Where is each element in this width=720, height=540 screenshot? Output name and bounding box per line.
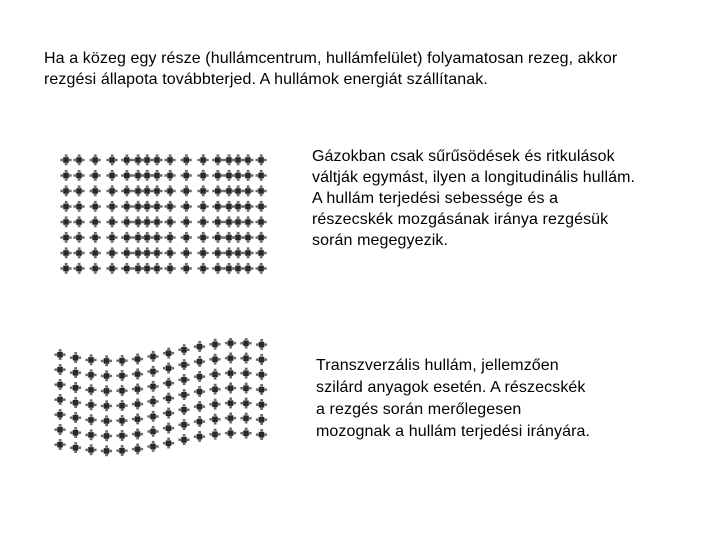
pattern-cell [147, 441, 158, 452]
pattern-cell [255, 247, 266, 258]
pattern-cell [147, 351, 158, 362]
pattern-cell [212, 170, 223, 181]
pattern-cell [101, 355, 112, 366]
pattern-cell [54, 394, 65, 405]
pattern-cell [85, 429, 96, 440]
pattern-cell [151, 201, 162, 212]
pattern-cell [132, 429, 143, 440]
pattern-cell [90, 232, 101, 243]
transverse-wave-pattern-icon [50, 338, 280, 468]
pattern-cell [90, 216, 101, 227]
pattern-cell [242, 216, 253, 227]
pattern-cell [54, 424, 65, 435]
pattern-cell [225, 368, 236, 379]
pattern-cell [163, 438, 174, 449]
pattern-cell [151, 185, 162, 196]
pattern-cell [178, 389, 189, 400]
pattern-cell [116, 430, 127, 441]
pattern-cell [198, 185, 209, 196]
pattern-cell [101, 370, 112, 381]
pattern-cell [85, 414, 96, 425]
pattern-cell [198, 216, 209, 227]
pattern-cell [85, 354, 96, 365]
pattern-cell [225, 338, 236, 348]
pattern-cell [178, 404, 189, 415]
pattern-cell [60, 170, 71, 181]
pattern-cell [106, 185, 117, 196]
pattern-cell [181, 170, 192, 181]
pattern-cell [256, 354, 267, 365]
pattern-cell [132, 384, 143, 395]
pattern-cell [209, 429, 220, 440]
pattern-cell [147, 411, 158, 422]
pattern-cell [121, 232, 132, 243]
pattern-cell [198, 154, 209, 165]
pattern-cell [141, 154, 152, 165]
pattern-cell [90, 185, 101, 196]
pattern-cell [240, 368, 251, 379]
pattern-cell [101, 385, 112, 396]
pattern-cell [132, 369, 143, 380]
pattern-cell [60, 154, 71, 165]
pattern-cell [121, 247, 132, 258]
longitudinal-wave-pattern-icon [58, 152, 278, 280]
pattern-cell [132, 399, 143, 410]
pattern-cell [256, 369, 267, 380]
pattern-cell [121, 263, 132, 274]
pattern-cell [242, 232, 253, 243]
pattern-cell [164, 232, 175, 243]
pattern-cell [116, 400, 127, 411]
pattern-cell [255, 201, 266, 212]
pattern-cell [121, 201, 132, 212]
pattern-cell [255, 263, 266, 274]
pattern-cell [181, 247, 192, 258]
pattern-cell [60, 232, 71, 243]
pattern-cell [132, 414, 143, 425]
pattern-cell [90, 201, 101, 212]
pattern-cell [242, 263, 253, 274]
pattern-cell [240, 398, 251, 409]
pattern-cell [121, 216, 132, 227]
pattern-cell [194, 341, 205, 352]
pattern-cell [164, 185, 175, 196]
pattern-cell [73, 154, 84, 165]
pattern-cell [70, 367, 81, 378]
pattern-cell [164, 247, 175, 258]
pattern-cell [70, 382, 81, 393]
pattern-cell [73, 216, 84, 227]
pattern-cell [85, 399, 96, 410]
pattern-cell [121, 185, 132, 196]
pattern-cell [73, 232, 84, 243]
pattern-cell [163, 363, 174, 374]
pattern-cell [106, 263, 117, 274]
pattern-cell [60, 185, 71, 196]
pattern-cell [181, 216, 192, 227]
pattern-cell [225, 398, 236, 409]
pattern-cell [255, 232, 266, 243]
pattern-cell [209, 399, 220, 410]
pattern-cell [121, 170, 132, 181]
pattern-cell [209, 369, 220, 380]
pattern-cell [256, 399, 267, 410]
pattern-cell [194, 356, 205, 367]
pattern-cell [194, 416, 205, 427]
pattern-cell [116, 370, 127, 381]
pattern-cell [240, 338, 251, 349]
pattern-cell [73, 201, 84, 212]
pattern-cell [181, 263, 192, 274]
pattern-cell [212, 216, 223, 227]
pattern-cell [232, 232, 243, 243]
pattern-cell [151, 170, 162, 181]
pattern-cell [232, 185, 243, 196]
pattern-cell [256, 384, 267, 395]
pattern-cell [256, 429, 267, 440]
pattern-cell [212, 201, 223, 212]
pattern-cell [164, 154, 175, 165]
pattern-cell [212, 185, 223, 196]
pattern-cell [212, 232, 223, 243]
pattern-cell [163, 378, 174, 389]
pattern-cell [232, 154, 243, 165]
pattern-cell [101, 415, 112, 426]
pattern-cell [85, 444, 96, 455]
pattern-cell [225, 413, 236, 424]
pattern-cell [151, 247, 162, 258]
pattern-cell [73, 247, 84, 258]
pattern-cell [163, 423, 174, 434]
pattern-cell [164, 201, 175, 212]
pattern-cell [225, 428, 236, 439]
pattern-cell [178, 434, 189, 445]
pattern-cell [101, 400, 112, 411]
pattern-cell [106, 216, 117, 227]
pattern-cell [116, 445, 127, 456]
pattern-cell [212, 154, 223, 165]
pattern-cell [54, 439, 65, 450]
pattern-cell [181, 185, 192, 196]
pattern-cell [178, 359, 189, 370]
pattern-cell [85, 384, 96, 395]
pattern-cell [240, 413, 251, 424]
pattern-cell [141, 216, 152, 227]
pattern-cell [198, 247, 209, 258]
pattern-cell [141, 185, 152, 196]
pattern-cell [73, 170, 84, 181]
pattern-cell [54, 379, 65, 390]
pattern-cell [209, 339, 220, 350]
pattern-cell [164, 263, 175, 274]
pattern-cell [54, 364, 65, 375]
pattern-cell [151, 263, 162, 274]
pattern-cell [151, 154, 162, 165]
pattern-cell [198, 232, 209, 243]
pattern-cell [164, 216, 175, 227]
pattern-cell [256, 414, 267, 425]
pattern-cell [240, 383, 251, 394]
pattern-cell [85, 369, 96, 380]
pattern-cell [255, 185, 266, 196]
pattern-cell [60, 247, 71, 258]
pattern-cell [132, 444, 143, 455]
pattern-cell [194, 371, 205, 382]
pattern-cell [70, 427, 81, 438]
pattern-cell [141, 263, 152, 274]
pattern-cell [141, 170, 152, 181]
pattern-cell [181, 154, 192, 165]
intro-paragraph: Ha a közeg egy része (hullámcentrum, hullámfelület) folyamatosan rezeg, akkor rezgési állapota továbbterjed. A hullámok energiát szállítanak. [44, 50, 618, 88]
pattern-cell [147, 366, 158, 377]
pattern-cell [194, 401, 205, 412]
pattern-cell [181, 232, 192, 243]
pattern-cell [106, 232, 117, 243]
pattern-cell [181, 201, 192, 212]
pattern-cell [116, 355, 127, 366]
transverse-wave-description: Transzverzális hullám, jellemzően szilárd anyagok esetén. A részecskék a rezgés során merőlegesen mozognak a hullám terjedési irányára. [316, 357, 591, 440]
pattern-cell [232, 263, 243, 274]
pattern-cell [163, 408, 174, 419]
pattern-cell [212, 247, 223, 258]
pattern-cell [90, 263, 101, 274]
pattern-cell [164, 170, 175, 181]
pattern-cell [242, 247, 253, 258]
pattern-cell [255, 154, 266, 165]
pattern-cell [132, 354, 143, 365]
pattern-cell [106, 247, 117, 258]
pattern-cell [178, 344, 189, 355]
pattern-cell [147, 381, 158, 392]
pattern-cell [70, 352, 81, 363]
pattern-cell [106, 201, 117, 212]
pattern-cell [147, 426, 158, 437]
pattern-cell [178, 374, 189, 385]
pattern-cell [73, 263, 84, 274]
pattern-cell [90, 170, 101, 181]
pattern-cell [212, 263, 223, 274]
pattern-cell [141, 232, 152, 243]
pattern-cell [116, 415, 127, 426]
pattern-cell [116, 385, 127, 396]
pattern-cell [54, 409, 65, 420]
pattern-cell [141, 247, 152, 258]
pattern-cell [232, 201, 243, 212]
pattern-cell [194, 386, 205, 397]
pattern-cell [255, 216, 266, 227]
pattern-cell [147, 396, 158, 407]
pattern-cell [198, 170, 209, 181]
pattern-cell [163, 348, 174, 359]
pattern-cell [240, 353, 251, 364]
pattern-cell [70, 412, 81, 423]
pattern-cell [73, 185, 84, 196]
pattern-cell [70, 442, 81, 453]
pattern-cell [178, 419, 189, 430]
pattern-cell [198, 263, 209, 274]
pattern-cell [242, 154, 253, 165]
pattern-cell [255, 170, 266, 181]
pattern-cell [242, 185, 253, 196]
pattern-cell [151, 216, 162, 227]
pattern-cell [60, 216, 71, 227]
pattern-cell [256, 339, 267, 350]
pattern-cell [151, 232, 162, 243]
pattern-cell [209, 354, 220, 365]
pattern-cell [141, 201, 152, 212]
pattern-cell [194, 431, 205, 442]
pattern-cell [54, 349, 65, 360]
pattern-cell [232, 170, 243, 181]
pattern-cell [101, 445, 112, 456]
pattern-cell [106, 170, 117, 181]
pattern-cell [240, 428, 251, 439]
pattern-cell [198, 201, 209, 212]
pattern-cell [242, 170, 253, 181]
pattern-cell [90, 154, 101, 165]
pattern-cell [101, 430, 112, 441]
pattern-cell [225, 383, 236, 394]
pattern-cell [209, 414, 220, 425]
pattern-cell [232, 216, 243, 227]
pattern-cell [70, 397, 81, 408]
pattern-cell [225, 353, 236, 364]
pattern-cell [242, 201, 253, 212]
pattern-cell [163, 393, 174, 404]
pattern-cell [121, 154, 132, 165]
longitudinal-wave-description: Gázokban csak sűrűsödések és ritkulások váltják egymást, ilyen a longitudinális hullám. A hullám terjedési sebessége és a részecskék mozgásának iránya rezgésük során megegyezik. [312, 148, 636, 249]
pattern-cell [209, 384, 220, 395]
pattern-cell [232, 247, 243, 258]
pattern-cell [106, 154, 117, 165]
pattern-cell [60, 201, 71, 212]
pattern-cell [60, 263, 71, 274]
pattern-cell [90, 247, 101, 258]
